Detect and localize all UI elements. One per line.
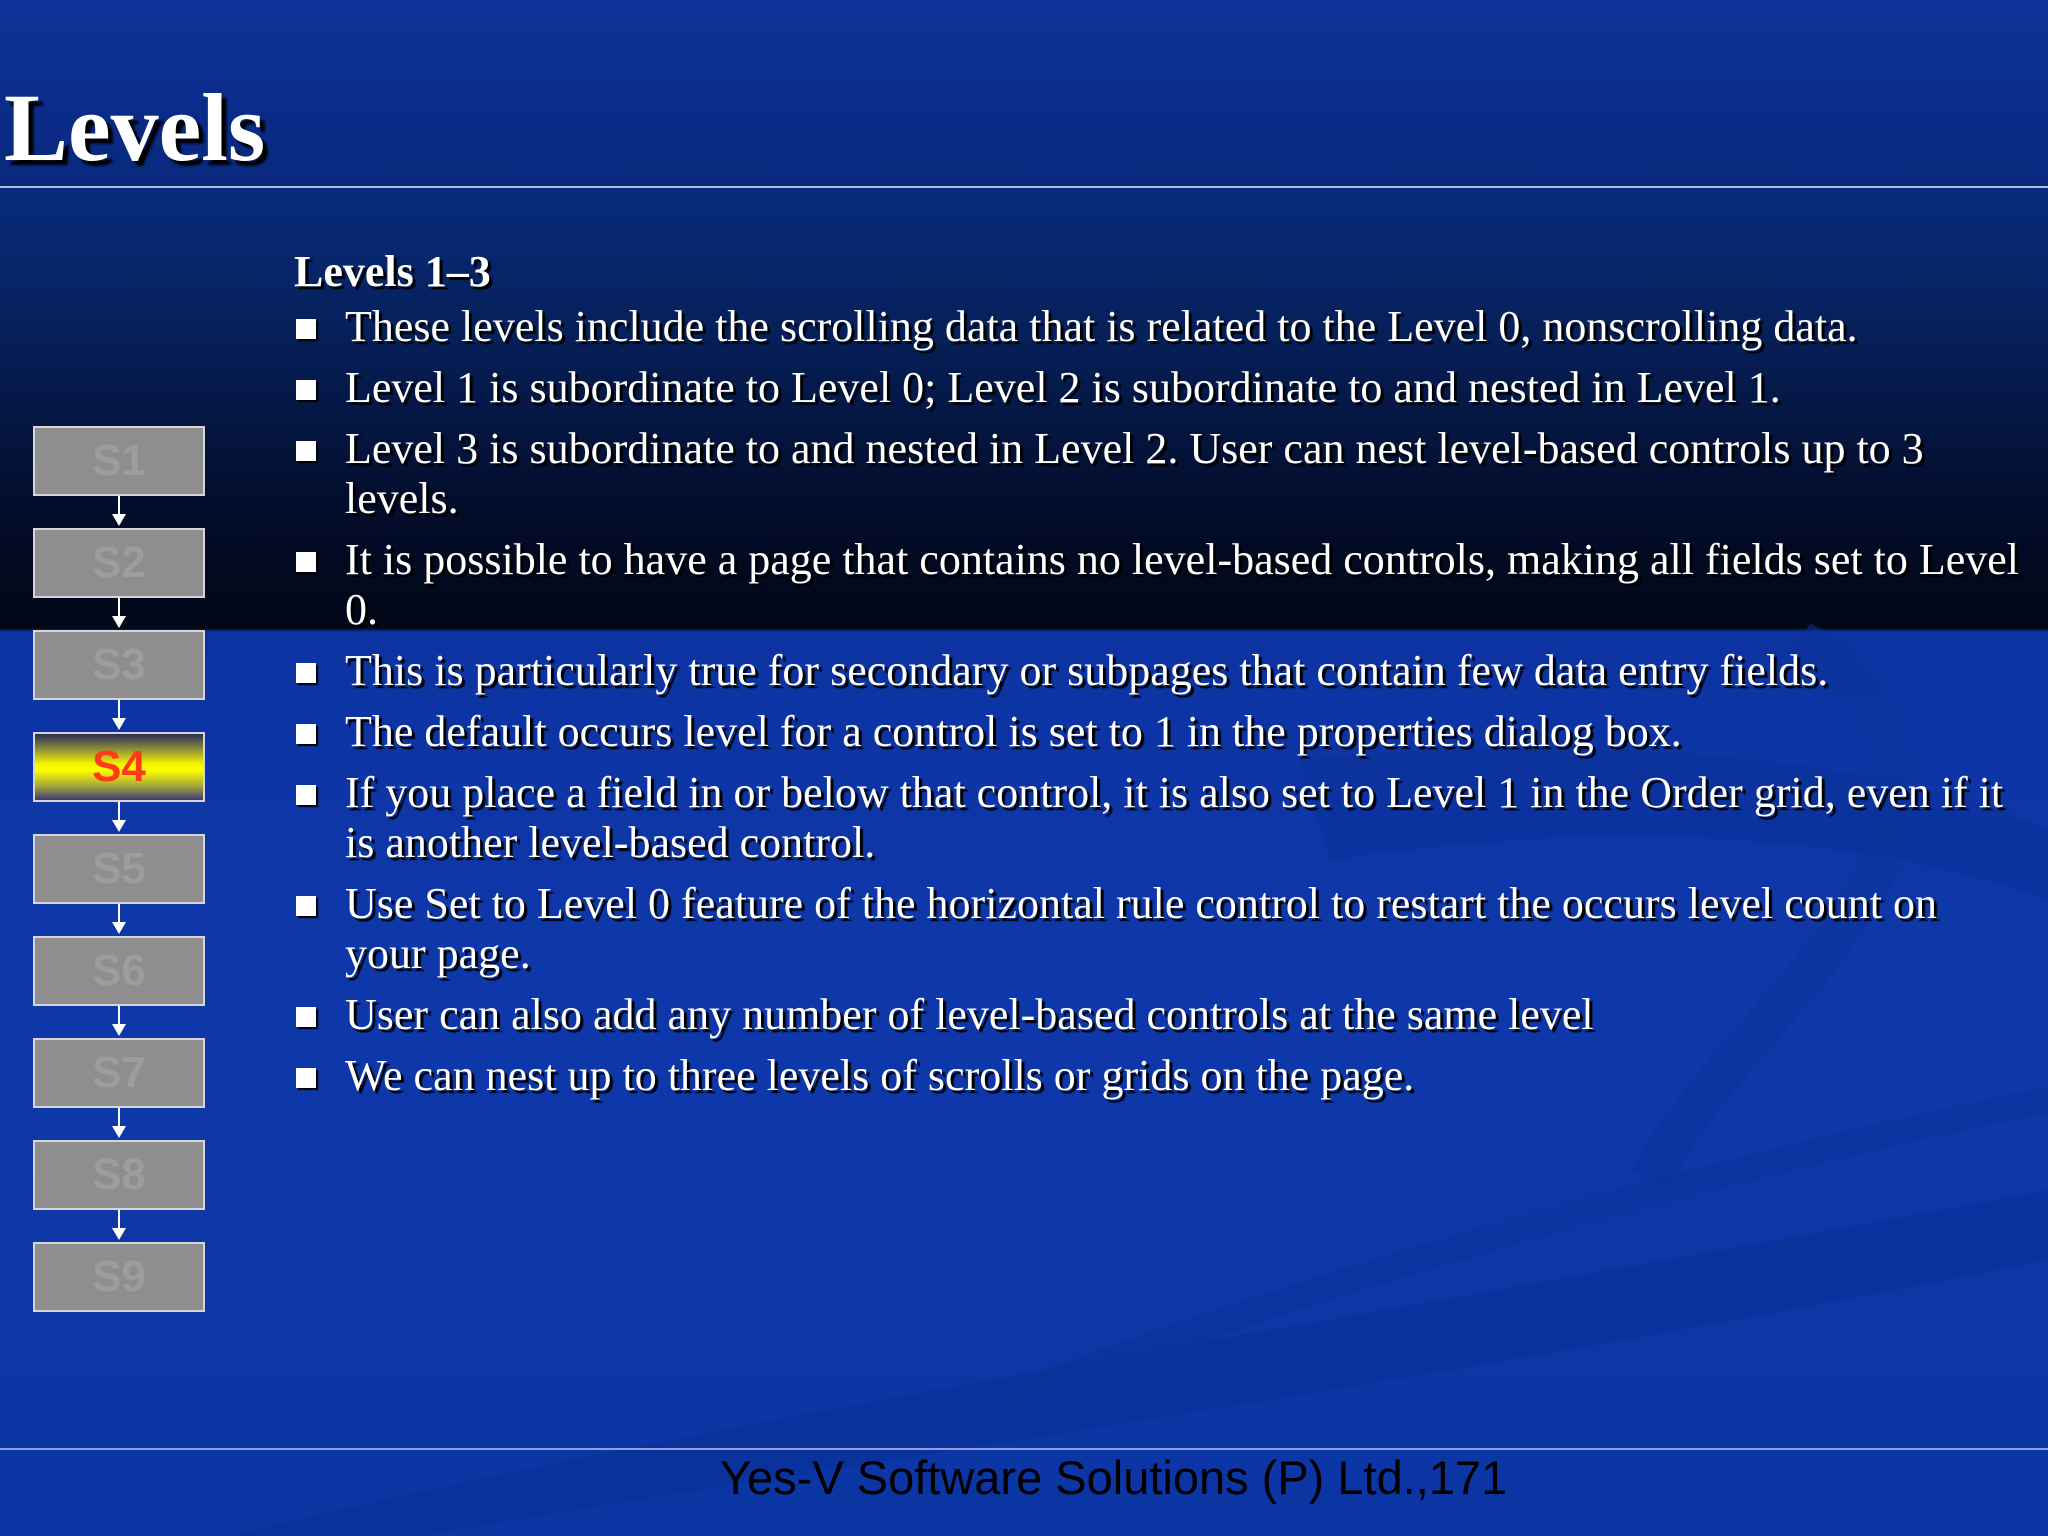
bullet-text: Level 1 is subordinate to Level 0; Level 2 is subordinate to and nested in Level 1. [345,363,1781,412]
title-divider [0,186,2048,188]
square-bullet-icon [296,896,316,916]
section-heading: Levels 1–3 [294,247,491,296]
down-arrow-icon [33,700,205,732]
bullet-item [294,302,2024,352]
square-bullet-icon [296,1068,316,1088]
square-bullet-icon [296,1007,316,1027]
down-arrow-icon [33,1210,205,1242]
step-s5-button[interactable]: S5 [33,834,205,904]
bullet-text: Level 3 is subordinate to and nested in Level 2. User can nest level-based controls up to 3 levels. [345,424,1924,523]
bullet-item [294,990,2024,1040]
square-bullet-icon [296,785,316,805]
step-s1-button[interactable]: S1 [33,426,205,496]
square-bullet-icon [296,552,316,572]
bullet-text: User can also add any number of level-based controls at the same level [345,990,1594,1039]
down-arrow-icon [33,496,205,528]
bullet-text: These levels include the scrolling data that is related to the Level 0, nonscrolling data. [345,302,1858,351]
bullet-text: We can nest up to three levels of scrolls or grids on the page. [345,1051,1415,1100]
slide-footer: Yes-V Software Solutions (P) Ltd.,171 [720,1451,1508,1504]
bullet-item [294,363,2024,413]
bullet-text: If you place a field in or below that control, it is also set to Level 1 in the Order grid, even if it is another level-based control. [345,768,2004,867]
bullet-list [294,302,2024,1101]
bullet-item [294,707,2024,757]
bullet-text: This is particularly true for secondary or subpages that contain few data entry fields. [345,646,1829,695]
step-s3-button[interactable]: S3 [33,630,205,700]
bullet-item [294,768,2024,868]
bullet-item [294,879,2024,979]
bullet-item [294,424,2024,524]
slide-title: Levels [4,74,266,181]
square-bullet-icon [296,724,316,744]
step-s9-button[interactable]: S9 [33,1242,205,1312]
square-bullet-icon [296,380,316,400]
down-arrow-icon [33,1108,205,1140]
bullet-text: The default occurs level for a control is set to 1 in the properties dialog box. [345,707,1682,756]
step-s2-button[interactable]: S2 [33,528,205,598]
step-navigator [33,426,205,1312]
bullet-item [294,535,2024,635]
slide-content [294,244,2024,1112]
square-bullet-icon [296,441,316,461]
step-s6-button[interactable]: S6 [33,936,205,1006]
square-bullet-icon [296,319,316,339]
bullet-text: It is possible to have a page that contains no level-based controls, making all fields set to Level 0. [345,535,2019,634]
down-arrow-icon [33,802,205,834]
step-s7-button[interactable]: S7 [33,1038,205,1108]
step-s4-button-active[interactable]: S4 [33,732,205,802]
bullet-item [294,646,2024,696]
step-s8-button[interactable]: S8 [33,1140,205,1210]
bullet-text: Use Set to Level 0 feature of the horizontal rule control to restart the occurs level count on your page. [345,879,1937,978]
square-bullet-icon [296,663,316,683]
down-arrow-icon [33,598,205,630]
down-arrow-icon [33,904,205,936]
down-arrow-icon [33,1006,205,1038]
bullet-item [294,1051,2024,1101]
